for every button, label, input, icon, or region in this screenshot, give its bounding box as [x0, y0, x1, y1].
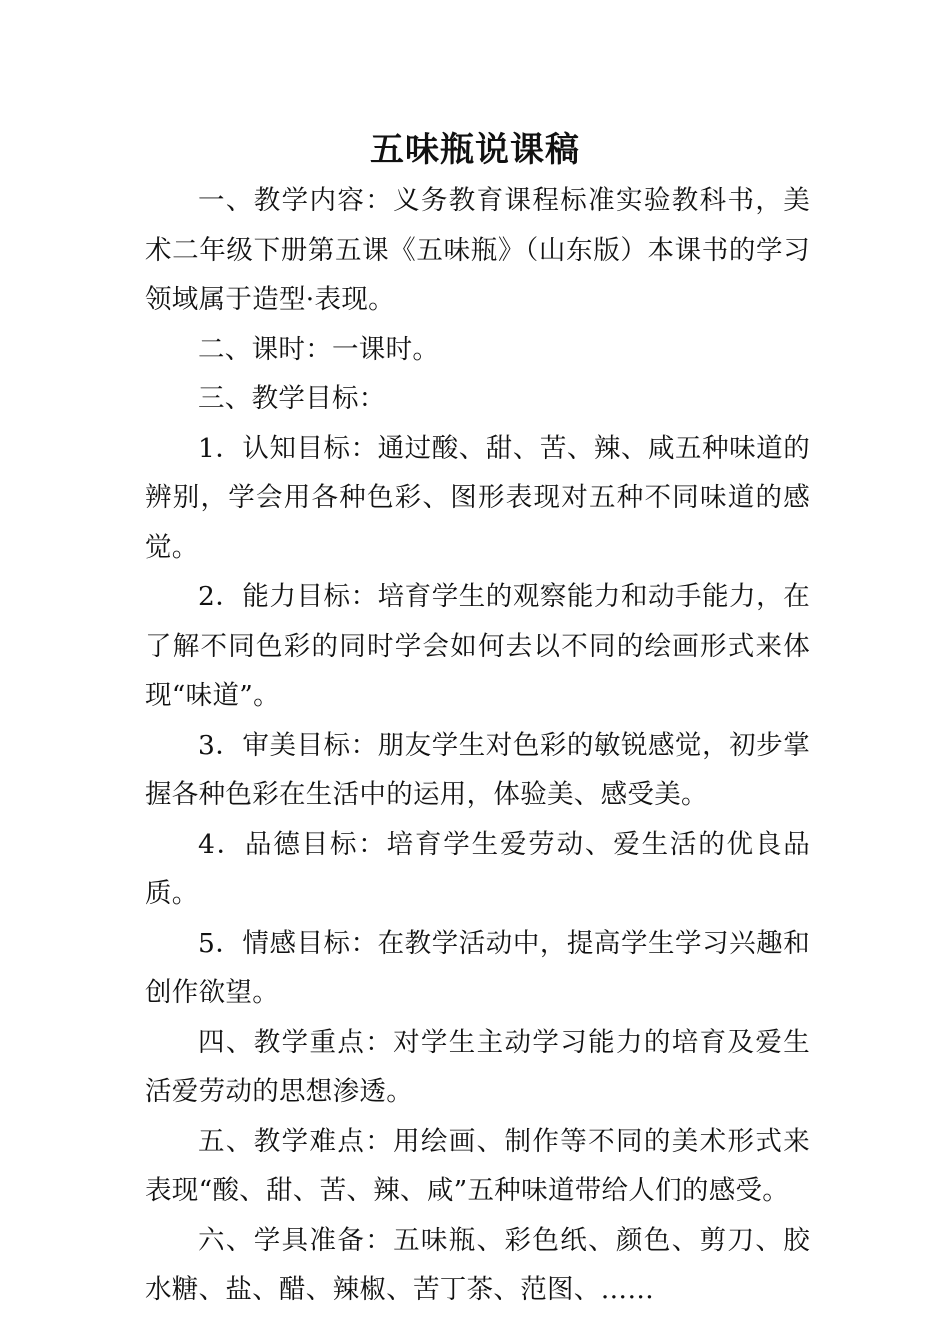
document-body [145, 176, 810, 1315]
document-title: 五味瓶说课稿 [370, 130, 580, 170]
paragraph-aesthetic-goal: 3．审美目标：朋友学生对色彩的敏锐感觉，初步掌握各种色彩在生活中的运用，体验美、感受美。 [145, 729, 810, 810]
paragraph-emotional-goal: 5．情感目标：在教学活动中，提高学生学习兴趣和创作欲望。 [145, 927, 810, 1008]
paragraph-difficult-points: 五、教学难点：用绘画、制作等不同的美术形式来表现“酸、甜、苦、辣、咸”五种味道带给人们的感受。 [145, 1125, 810, 1206]
paragraph-ability-goal: 2．能力目标：培育学生的观察能力和动手能力，在了解不同色彩的同时学会如何去以不同的绘画形式来体现“味道”。 [145, 581, 810, 711]
paragraph-materials: 六、学具准备：五味瓶、彩色纸、颜色、剪刀、胶水糖、盐、醋、辣椒、苦丁茶、范图、…… [145, 1224, 810, 1305]
paragraph-teaching-content: 一、教学内容：义务教育课程标准实验教科书，美术二年级下册第五课《五味瓶》（山东版）本课书的学习领域属于造型·表现。 [145, 185, 810, 315]
paragraph-key-points: 四、教学重点：对学生主动学习能力的培育及爱生活爱劳动的思想渗透。 [145, 1026, 810, 1107]
paragraph-cognitive-goal: 1．认知目标：通过酸、甜、苦、辣、咸五种味道的辨别，学会用各种色彩、图形表现对五种不同味道的感觉。 [145, 432, 810, 563]
paragraph-moral-goal: 4．品德目标：培育学生爱劳动、爱生活的优良品质。 [145, 828, 810, 909]
paragraph-class-hours: 二、课时：一课时。 [198, 333, 440, 365]
paragraph-teaching-goals-heading: 三、教学目标： [198, 383, 386, 414]
